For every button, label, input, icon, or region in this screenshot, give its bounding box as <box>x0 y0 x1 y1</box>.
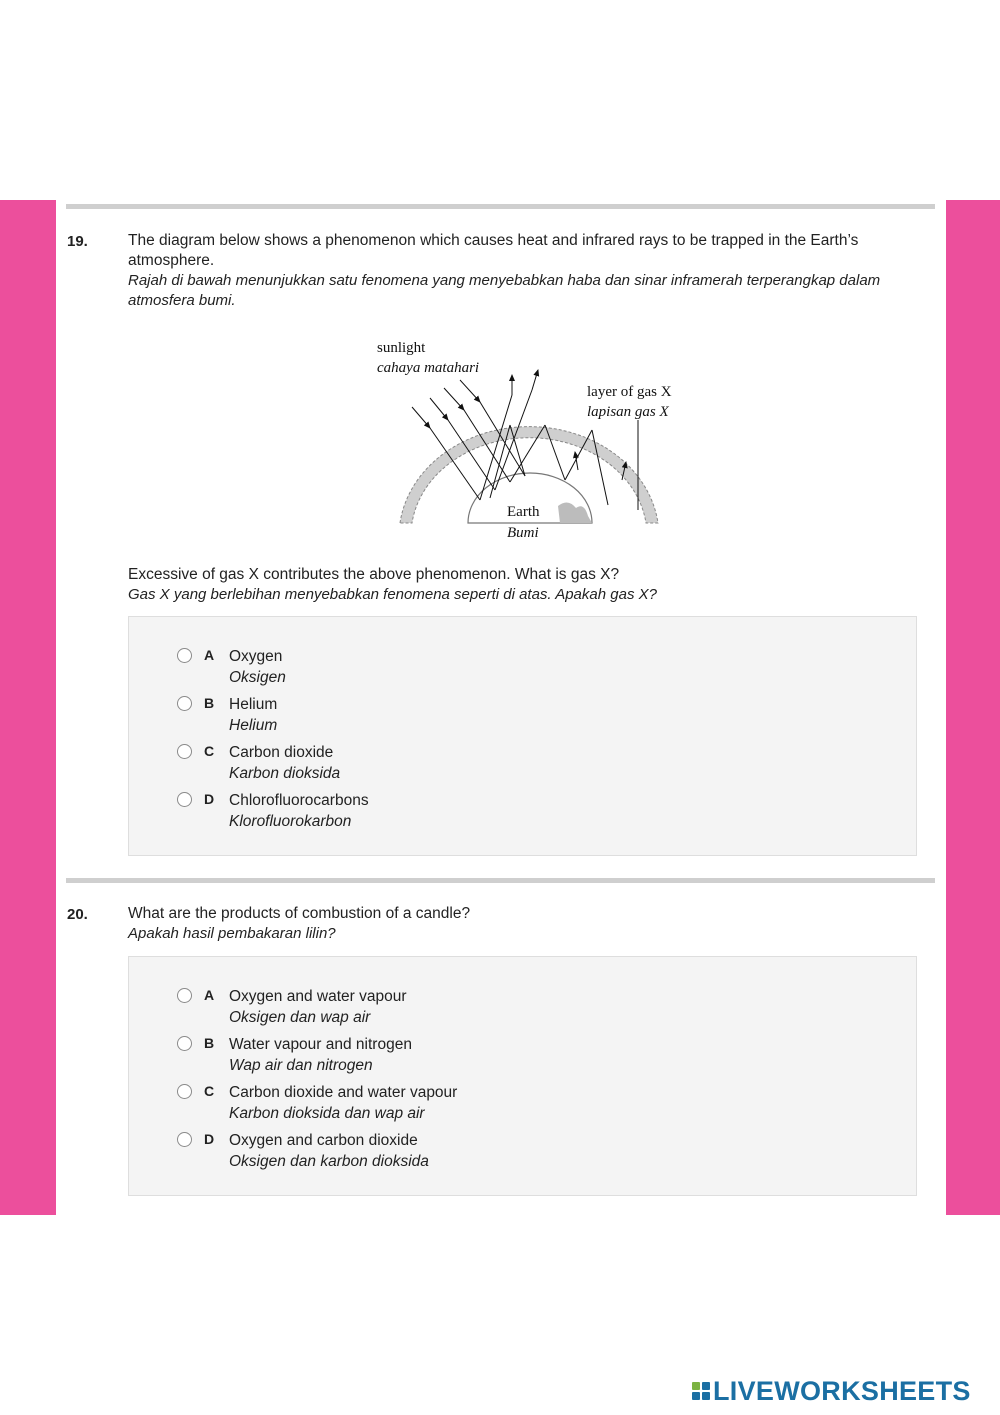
label-earth-ms: Bumi <box>507 525 539 541</box>
answer-options-box <box>128 956 917 1196</box>
question-prompt <box>128 565 918 605</box>
question-text-ms: Apakah hasil pembakaran lilin? <box>128 925 336 942</box>
option-letter: D <box>204 1131 215 1147</box>
option-text-ms: Klorofluorokarbon <box>229 813 352 830</box>
option-text <box>229 742 749 784</box>
question-divider <box>66 204 935 209</box>
option-letter: C <box>204 743 215 759</box>
radio-button[interactable] <box>177 792 192 807</box>
option-text-en: Water vapour and nitrogen <box>229 1036 412 1053</box>
question-divider <box>66 878 935 883</box>
radio-button[interactable] <box>177 988 192 1003</box>
radio-button[interactable] <box>177 648 192 663</box>
option-text-en: Oxygen and carbon dioxide <box>229 1132 418 1149</box>
greenhouse-effect-diagram <box>370 330 710 545</box>
option-text-en: Oxygen <box>229 648 283 665</box>
label-earth: Earth <box>507 504 540 520</box>
option-text-ms: Wap air dan nitrogen <box>229 1057 373 1074</box>
question-text <box>128 231 918 311</box>
option-text <box>229 646 749 688</box>
option-text <box>229 790 749 832</box>
radio-button[interactable] <box>177 1084 192 1099</box>
option-letter: B <box>204 695 215 711</box>
option-text-en: Carbon dioxide <box>229 744 334 761</box>
option-text-ms: Helium <box>229 717 278 734</box>
option-letter: B <box>204 1035 215 1051</box>
option-text-ms: Karbon dioksida <box>229 765 341 782</box>
option-letter: C <box>204 1083 215 1099</box>
option-text <box>229 1082 749 1124</box>
radio-button[interactable] <box>177 1132 192 1147</box>
option-text-en: Carbon dioxide and water vapour <box>229 1084 458 1101</box>
right-pink-band <box>946 200 1000 1215</box>
option-letter: D <box>204 791 215 807</box>
question-number: 20. <box>67 906 88 923</box>
option-text <box>229 1130 749 1172</box>
question-text-en: What are the products of combustion of a candle? <box>128 905 471 922</box>
option-text-ms: Oksigen dan wap air <box>229 1009 371 1026</box>
option-text <box>229 986 749 1028</box>
option-text-ms: Oksigen dan karbon dioksida <box>229 1153 429 1170</box>
question-text <box>128 904 918 944</box>
question-text-ms: Rajah di bawah menunjukkan satu fenomena yang menyebabkan haba dan sinar inframerah terperangkap dalam atmosfera bumi. <box>128 272 881 309</box>
radio-button[interactable] <box>177 744 192 759</box>
question-number: 19. <box>67 233 88 250</box>
prompt-ms: Gas X yang berlebihan menyebabkan fenomena seperti di atas. Apakah gas X? <box>128 586 657 603</box>
option-text <box>229 694 749 736</box>
option-text-ms: Karbon dioksida dan wap air <box>229 1105 425 1122</box>
option-letter: A <box>204 647 215 663</box>
label-sunlight-ms: cahaya matahari <box>377 360 480 376</box>
liveworksheets-logo <box>692 1376 971 1406</box>
logo-text: LIVEWORKSHEETS <box>713 1375 971 1406</box>
option-text <box>229 1034 749 1076</box>
option-text-ms: Oksigen <box>229 669 286 686</box>
label-gas-layer: layer of gas X <box>587 384 672 400</box>
question-text-en: The diagram below shows a phenomenon which causes heat and infrared rays to be trapped in the Earth’s atmosphere. <box>128 232 859 269</box>
radio-button[interactable] <box>177 1036 192 1051</box>
answer-options-box <box>128 616 917 856</box>
label-sunlight: sunlight <box>377 340 426 356</box>
logo-grid-icon <box>692 1382 710 1400</box>
option-text-en: Helium <box>229 696 278 713</box>
option-text-en: Chlorofluorocarbons <box>229 792 369 809</box>
label-gas-layer-ms: lapisan gas X <box>587 404 669 420</box>
left-pink-band <box>0 200 56 1215</box>
prompt-en: Excessive of gas X contributes the above phenomenon. What is gas X? <box>128 566 620 583</box>
option-text-en: Oxygen and water vapour <box>229 988 407 1005</box>
radio-button[interactable] <box>177 696 192 711</box>
option-letter: A <box>204 987 215 1003</box>
